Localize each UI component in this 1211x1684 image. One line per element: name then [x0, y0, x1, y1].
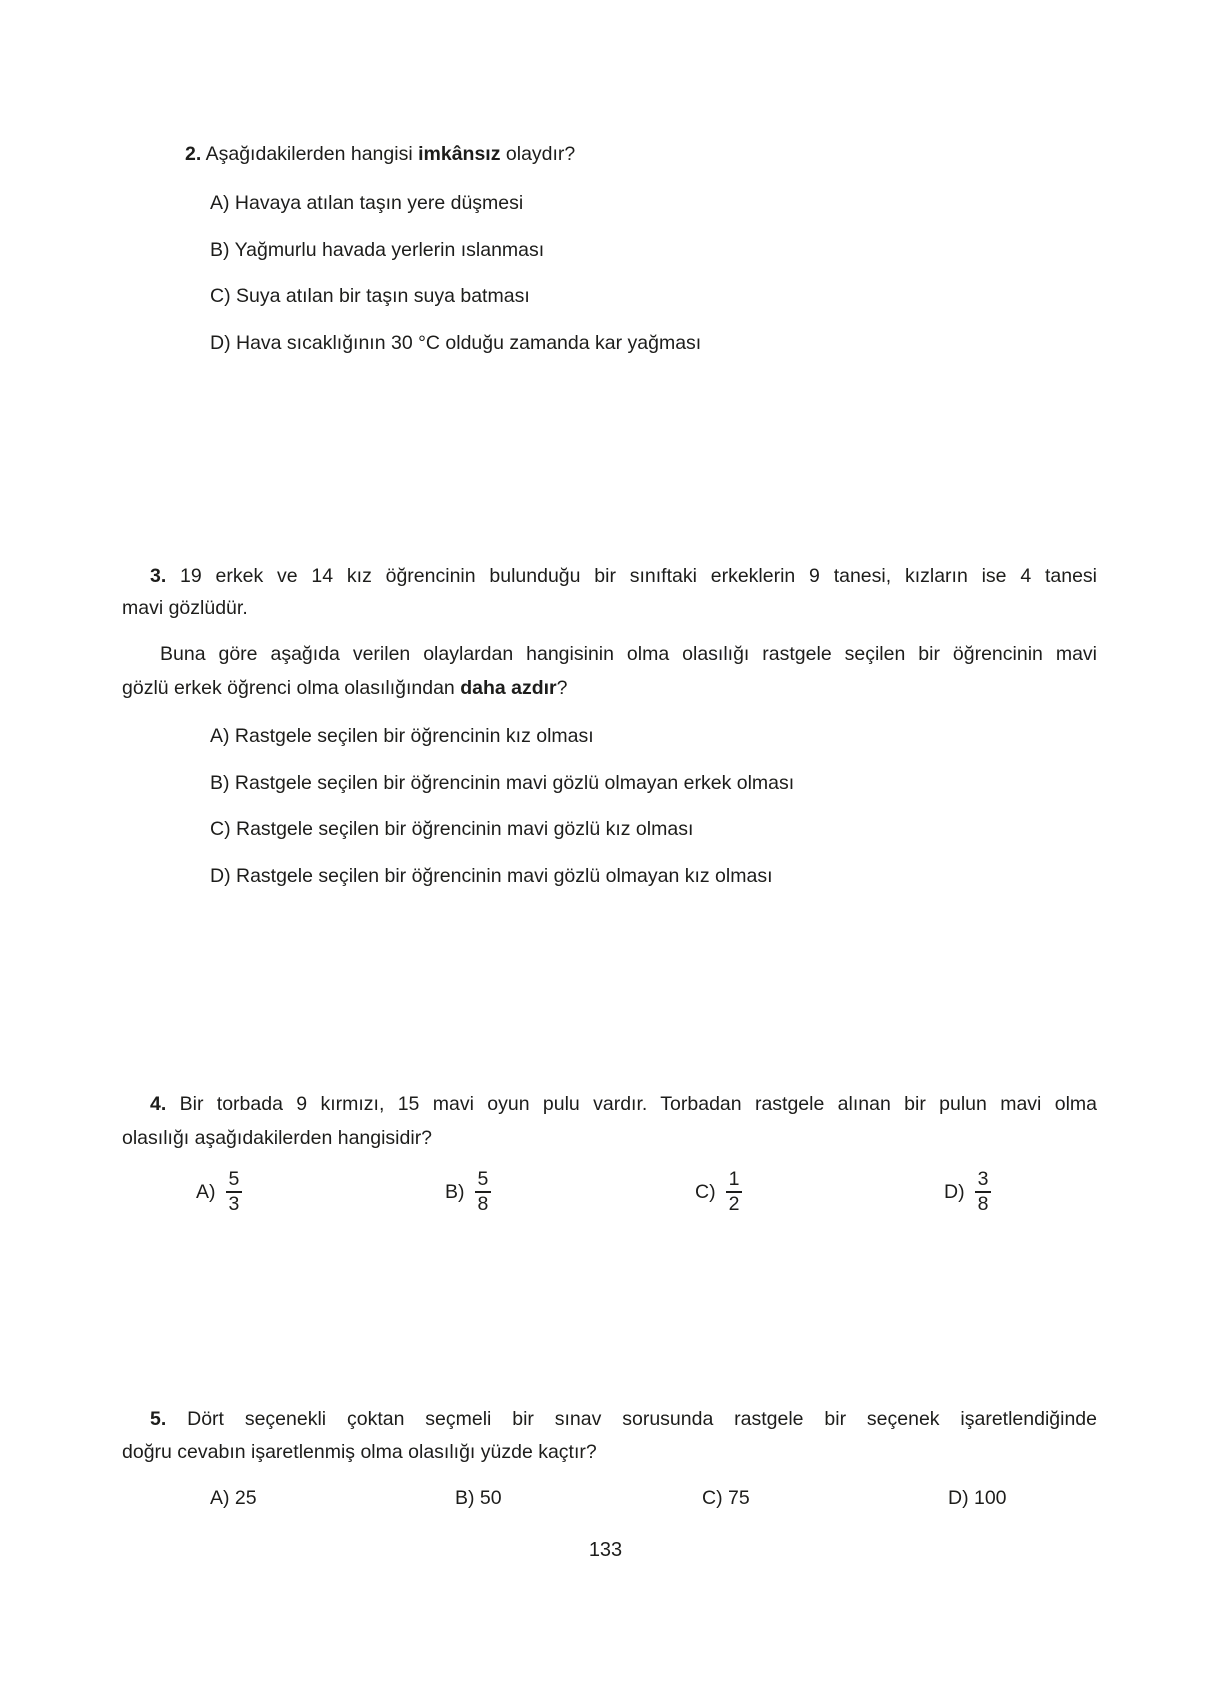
- question-2-text-bold: imkânsız: [418, 143, 501, 165]
- question-3-para1-line1: [122, 560, 1097, 593]
- question-2-option-d: D) Hava sıcaklığının 30 °C olduğu zamanda kar yağması: [210, 331, 702, 354]
- question-2-option-a: A) Havaya atılan taşın yere düşmesi: [210, 192, 524, 214]
- fraction-numerator: 1: [726, 1169, 743, 1193]
- question-5-option-c: C) 75: [702, 1487, 750, 1509]
- question-3-para2-line2: [122, 672, 568, 705]
- fraction-numerator: 5: [475, 1169, 492, 1193]
- question-5-option-a: A) 25: [210, 1487, 257, 1509]
- fraction-numerator: 3: [975, 1169, 992, 1193]
- fraction-numerator: 5: [226, 1169, 243, 1193]
- question-4-option-a-label: A): [196, 1180, 216, 1203]
- question-4-line1-text: Bir torbada 9 kırmızı, 15 mavi oyun pulu vardır. Torbadan rastgele alınan bir pulun mavi olma: [166, 1093, 1097, 1115]
- question-2-stem: [185, 142, 575, 166]
- question-2-number: 2.: [185, 143, 202, 165]
- question-5-option-b: B) 50: [455, 1487, 502, 1509]
- fraction-denominator: 3: [228, 1193, 240, 1215]
- fraction-denominator: 8: [977, 1193, 989, 1215]
- question-2-text-pre: Aşağıdakilerden hangisi: [201, 143, 419, 165]
- question-4-option-b-label: B): [445, 1180, 465, 1203]
- question-5-option-d: D) 100: [948, 1487, 1007, 1509]
- question-2-text-post: olaydır?: [500, 143, 576, 165]
- question-4-number: 4.: [150, 1093, 167, 1115]
- question-3-para2-line1: Buna göre aşağıda verilen olaylardan hangisinin olma olasılığı rastgele seçilen bir öğrencinin mavi: [160, 643, 1097, 665]
- question-3-para2-text-pre: gözlü erkek öğrenci olma olasılığından: [122, 677, 461, 699]
- question-4-option-c-label: C): [695, 1180, 716, 1203]
- question-5-number: 5.: [150, 1408, 167, 1430]
- question-2-option-c: C) Suya atılan bir taşın suya batması: [210, 285, 530, 307]
- fraction-denominator: 2: [728, 1193, 740, 1215]
- fraction: [475, 1169, 492, 1215]
- fraction: [726, 1169, 743, 1215]
- question-3-option-c: C) Rastgele seçilen bir öğrencinin mavi gözlü kız olması: [210, 818, 694, 840]
- question-4-line1: [122, 1087, 1097, 1121]
- question-4-line2: olasılığı aşağıdakilerden hangisidir?: [122, 1127, 433, 1149]
- fraction: [975, 1169, 992, 1215]
- question-3-para1-text: 19 erkek ve 14 kız öğrencinin bulunduğu bir sınıftaki erkeklerin 9 tanesi, kızların ise 4 tanesi: [166, 565, 1097, 587]
- question-3-para1-line2: mavi gözlüdür.: [122, 597, 248, 619]
- fraction-denominator: 8: [477, 1193, 489, 1215]
- question-5-line2: doğru cevabın işaretlenmiş olma olasılığı yüzde kaçtır?: [122, 1441, 597, 1463]
- question-5-line1-text: Dört seçenekli çoktan seçmeli bir sınav sorusunda rastgele bir seçenek işaretlendiğinde: [166, 1408, 1097, 1430]
- question-3-option-b: B) Rastgele seçilen bir öğrencinin mavi gözlü olmayan erkek olması: [210, 771, 795, 794]
- question-3-option-d: D) Rastgele seçilen bir öğrencinin mavi gözlü olmayan kız olması: [210, 864, 773, 887]
- question-3-option-a: A) Rastgele seçilen bir öğrencinin kız olması: [210, 725, 594, 747]
- question-4-option-d: [944, 1168, 991, 1216]
- question-3-para2-text-post: ?: [556, 677, 568, 699]
- question-3-number: 3.: [150, 565, 167, 587]
- question-4-option-c: [695, 1168, 742, 1216]
- page-number: 133: [588, 1539, 623, 1561]
- question-4-option-a: [196, 1168, 242, 1216]
- fraction: [226, 1169, 243, 1215]
- question-2-options: [210, 180, 701, 366]
- question-3-options: [210, 713, 794, 899]
- question-2-option-b: B) Yağmurlu havada yerlerin ıslanması: [210, 238, 545, 261]
- question-4-option-b: [445, 1168, 491, 1216]
- question-5-line1: [122, 1403, 1097, 1436]
- question-3-para2-text-bold: daha azdır: [460, 677, 557, 699]
- question-4-option-d-label: D): [944, 1180, 965, 1203]
